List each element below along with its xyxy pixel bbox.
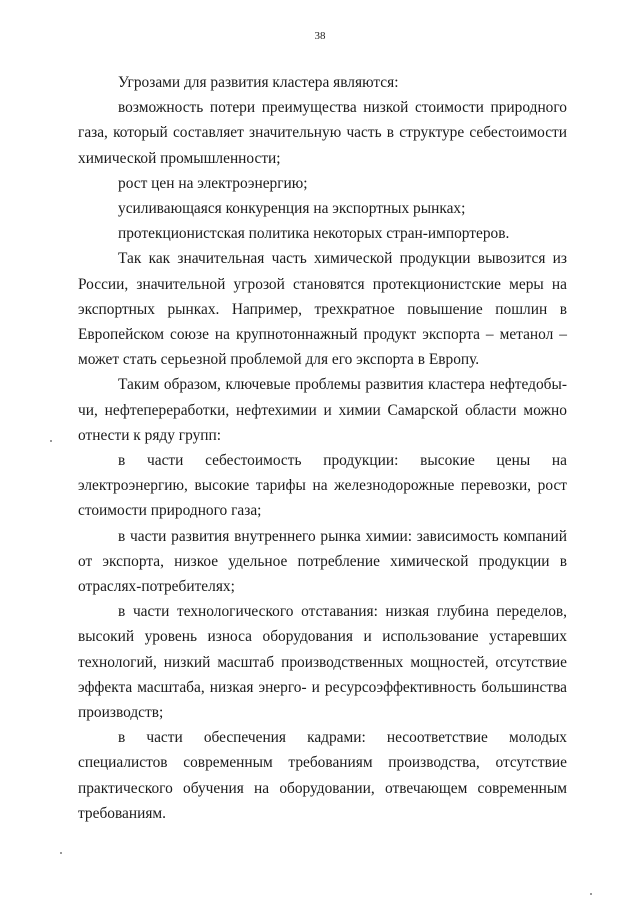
paragraph-cost-problems: в части себестоимость продукции: высокие цены на электроэнергию, высокие тарифы на железнодорожные перевозки, рост стоимости природного газа; — [78, 452, 567, 520]
paragraph-threat-electricity: рост цен на электроэнергию; — [118, 174, 308, 192]
paragraph-threat-protectionism: протекционистская политика некоторых стран-импортеров. — [118, 225, 510, 243]
body-text — [78, 70, 567, 826]
paragraph-threats-intro: Угрозами для развития кластера являются: — [118, 74, 399, 91]
paragraph-staffing: в части обеспечения кадрами: несоответствие молодых специалистов современным требованиям производства, отсутствие практического обучения на оборудовании, отвечающем современным требованиям. — [78, 729, 567, 822]
paragraph-threat-gas-cost: возможность потери преимущества низкой стоимости природного газа, который составляет значительную часть в структуре себестоимости химической промышленности; — [78, 99, 567, 167]
paragraph-export-protection: Так как значительная часть химической продукции вывозится из России, значительной угрозой становятся протекционистские меры на экспортных рынках. Например, трехкратное повышение пошлин в Европейском союзе на крупнотоннажный продукт экспорта – метанол – может стать серьезной проблемой для его экспорта в Европу. — [78, 250, 567, 369]
paragraph-domestic-market: в части развития внутреннего рынка химии: зависимость компаний от экспорта, низкое удельное потребление химической продукции в отраслях-потребителях; — [78, 527, 567, 596]
page-number: 38 — [314, 30, 326, 42]
paragraph-tech-lag: в части технологического отставания: низкая глубина переделов, высокий уровень износа оборудования и использование устаревших технологий, низкий масштаб производственных мощностей, отсутствие эффекта масштаба, низкая энерго- и ресурсоэффективность большинства производств; — [78, 603, 567, 722]
scan-speck — [60, 852, 62, 854]
scan-speck — [50, 440, 52, 442]
scan-speck — [590, 893, 592, 895]
paragraph-threat-competition: усиливающаяся конкуренция на экспортных рынках; — [118, 200, 466, 218]
paragraph-key-problems: Таким образом, ключевые проблемы развития кластера нефтедобычи, нефтепереработки, нефтехимии и химии Самарской области можно отнести к ряду групп: — [78, 376, 567, 444]
